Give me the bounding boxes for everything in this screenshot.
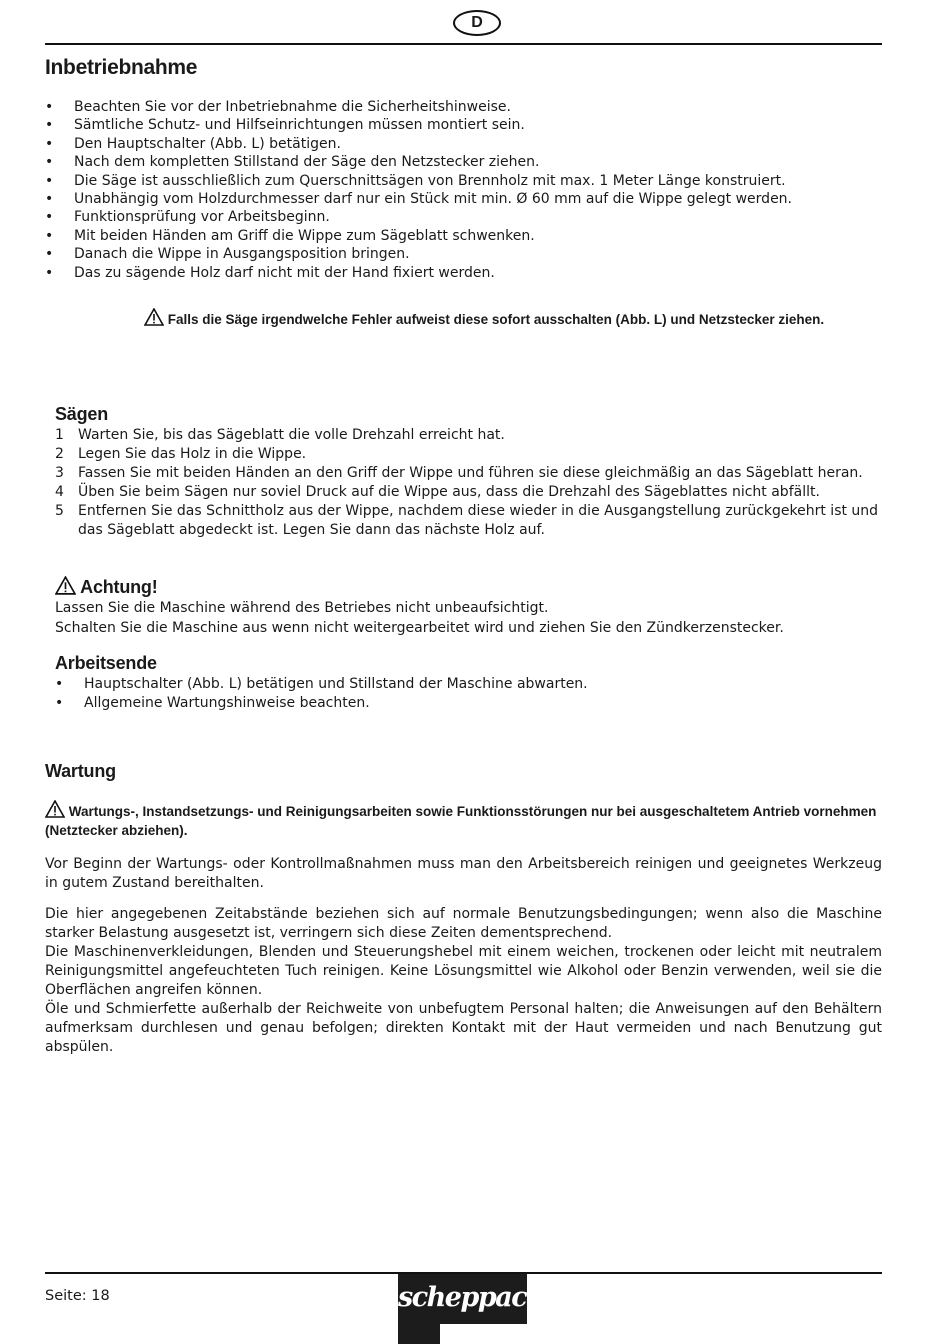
section-title-saegen: Sägen: [55, 404, 109, 424]
warning-text: Falls die Säge irgendwelche Fehler aufweist diese sofort ausschalten (Abb. L) und Netzstecker ziehen.: [167, 312, 825, 327]
warning-text: Wartungs-, Instandsetzungs- und Reinigungsarbeiten sowie Funktionsstörungen nur bei ausgeschaltetem Antrieb vornehmen (Netztecker abziehen).: [45, 804, 877, 838]
list-item: • Beachten Sie vor der Inbetriebnahme die Sicherheitshinweise.: [45, 99, 511, 115]
list-item: • Die Säge ist ausschließlich zum Querschnittsägen von Brennholz mit max. 1 Meter Länge konstruiert.: [45, 172, 786, 189]
achtung-title: Achtung!: [80, 577, 158, 597]
list-item: 5 Entfernen Sie das Schnittholz aus der Wippe, nachdem diese wieder in die Ausgangstellung zurückgekehrt ist und das Sägeblatt abgedeckt ist. Legen Sie dann das nächste Holz auf.: [55, 503, 879, 538]
warning-triangle-icon: [144, 308, 164, 326]
list-item: • Hauptschalter (Abb. L) betätigen und Stillstand der Maschine abwarten.: [55, 676, 588, 692]
warning-triangle-icon: [45, 800, 65, 818]
achtung-heading: [55, 576, 158, 598]
list-item: • Unabhängig vom Holzdurchmesser darf nur ein Stück mit min. Ø 60 mm auf die Wippe gelegt werden.: [45, 190, 792, 207]
list-item: 4 Üben Sie beim Sägen nur soviel Druck auf die Wippe aus, dass die Drehzahl des Sägeblattes nicht abfällt.: [55, 484, 820, 500]
list-item: • Allgemeine Wartungshinweise beachten.: [55, 695, 370, 711]
achtung-line: Lassen Sie die Maschine während des Betriebes nicht unbeaufsichtigt.: [55, 600, 549, 616]
paragraph-line: Die Maschinenverkleidungen, Blenden und Steuerungshebel mit einem weichen, trockenen oder leicht mit neutralem Reinigungsmittel angefeuchteten Tuch reinigen. Keine Lösungsmittel wie Alkohol oder Benzin verwenden, weil sie die Oberflächen angreifen können.: [45, 944, 882, 998]
inbetriebnahme-bullet-list: [45, 98, 895, 282]
section-title-arbeitsende: Arbeitsende: [55, 653, 157, 673]
list-item: 2 Legen Sie das Holz in die Wippe.: [55, 446, 307, 462]
page-number: Seite: 18: [45, 1288, 110, 1304]
list-item: • Sämtliche Schutz- und Hilfseinrichtungen müssen montiert sein.: [45, 117, 525, 134]
warning-triangle-icon: [55, 576, 76, 595]
inbetriebnahme-warning: [144, 308, 824, 327]
scheppach-logo: scheppach: [398, 1274, 527, 1324]
list-item: • Den Hauptschalter (Abb. L) betätigen.: [45, 135, 341, 152]
achtung-text: [55, 598, 784, 638]
paragraph-line: Öle und Schmierfette außerhalb der Reichweite von unbefugtem Personal halten; die Anweisungen auf den Behältern aufmerksam durchlesen und genau befolgen; direkten Kontakt mit der Haut vermeiden und nach Benutzung gut abspülen.: [45, 1001, 882, 1055]
list-item: 3 Fassen Sie mit beiden Händen an den Griff der Wippe und führen sie diese gleichmäßig an das Sägeblatt heran.: [55, 465, 863, 481]
header-divider: [45, 43, 882, 45]
list-item: 1 Warten Sie, bis das Sägeblatt die volle Drehzahl erreicht hat.: [55, 427, 505, 443]
achtung-line: Schalten Sie die Maschine aus wenn nicht weitergearbeitet wird und ziehen Sie den Zündkerzenstecker.: [55, 620, 784, 636]
saegen-step-list: [55, 426, 895, 540]
logo-stem: [398, 1324, 440, 1344]
list-item: • Das zu sägende Holz darf nicht mit der Hand fixiert werden.: [45, 264, 495, 281]
arbeitsende-bullet-list: [55, 675, 875, 713]
section-title-wartung: Wartung: [45, 761, 116, 781]
language-badge: D: [453, 10, 501, 36]
paragraph-line: Die hier angegebenen Zeitabstände beziehen sich auf normale Benutzungsbedingungen; wenn also die Maschine starker Belastung ausgesetzt ist, verringern sich diese Zeiten dementsprechend.: [45, 906, 882, 941]
wartung-warning: [45, 800, 882, 840]
list-item: • Danach die Wippe in Ausgangsposition bringen.: [45, 246, 410, 263]
list-item: • Mit beiden Händen am Griff die Wippe zum Sägeblatt schwenken.: [45, 227, 535, 244]
list-item: • Funktionsprüfung vor Arbeitsbeginn.: [45, 209, 330, 226]
wartung-paragraph: Vor Beginn der Wartungs- oder Kontrollmaßnahmen muss man den Arbeitsbereich reinigen und geeignetes Werkzeug in gutem Zustand bereithalten.: [45, 856, 882, 891]
list-item: • Nach dem kompletten Stillstand der Säge den Netzstecker ziehen.: [45, 154, 540, 171]
wartung-paragraph: [45, 905, 882, 1057]
section-title-inbetriebnahme: Inbetriebnahme: [45, 56, 198, 79]
